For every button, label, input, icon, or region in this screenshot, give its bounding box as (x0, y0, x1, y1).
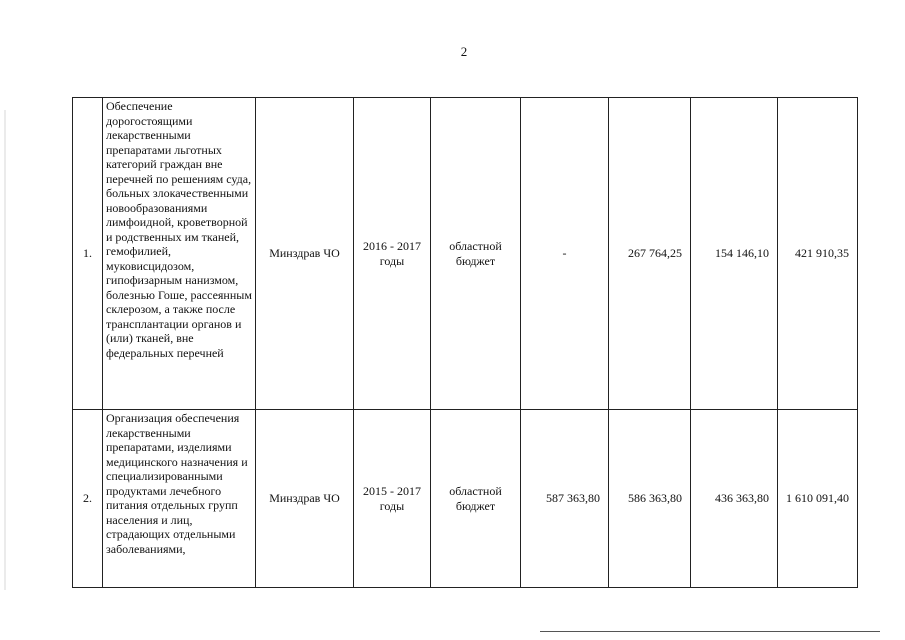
row-value-2015: - (521, 98, 609, 410)
page-number: 2 (460, 44, 468, 59)
row-period: 2015 - 2017 годы (354, 410, 431, 588)
row-total: 421 910,35 (778, 98, 858, 410)
row-value-2016: 267 764,25 (609, 98, 691, 410)
row-description-text: Организация обеспечения лекарственными препаратами, изделиями медицинского назначения и специализированными продуктами лечебного питания отдельных групп населения и лиц, страдающих отдельными заболеваниями, (106, 411, 248, 556)
scan-artifact-line (540, 631, 880, 632)
row-value-2015: 587 363,80 (521, 410, 609, 588)
row-executor: Минздрав ЧО (256, 410, 354, 588)
row-funding-source: областной бюджет (431, 98, 521, 410)
row-funding-source: областной бюджет (431, 410, 521, 588)
table-row (73, 410, 858, 588)
row-value-2016: 586 363,80 (609, 410, 691, 588)
row-description (103, 98, 256, 410)
row-description-text: Обеспечение дорогостоящими лекарственными препаратами льготных категорий граждан вне перечней по решениям суда, больных злокачественными новообразованиями лимфоидной, кроветворной и родственных им тканей, гемофилией, муковисцидозом, гипофизарным нанизмом, болезнью Гоше, рассеянным склерозом, а также после трансплантации органов и (или) тканей, вне федеральных перечней (106, 99, 252, 360)
row-description (103, 410, 256, 588)
program-table (72, 97, 858, 588)
row-executor: Минздрав ЧО (256, 98, 354, 410)
row-number: 2. (73, 410, 103, 588)
row-value-2017: 154 146,10 (691, 98, 778, 410)
row-value-2017: 436 363,80 (691, 410, 778, 588)
scan-artifact-edge (4, 110, 6, 590)
row-total: 1 610 091,40 (778, 410, 858, 588)
row-period: 2016 - 2017 годы (354, 98, 431, 410)
table-row (73, 98, 858, 410)
row-number: 1. (73, 98, 103, 410)
